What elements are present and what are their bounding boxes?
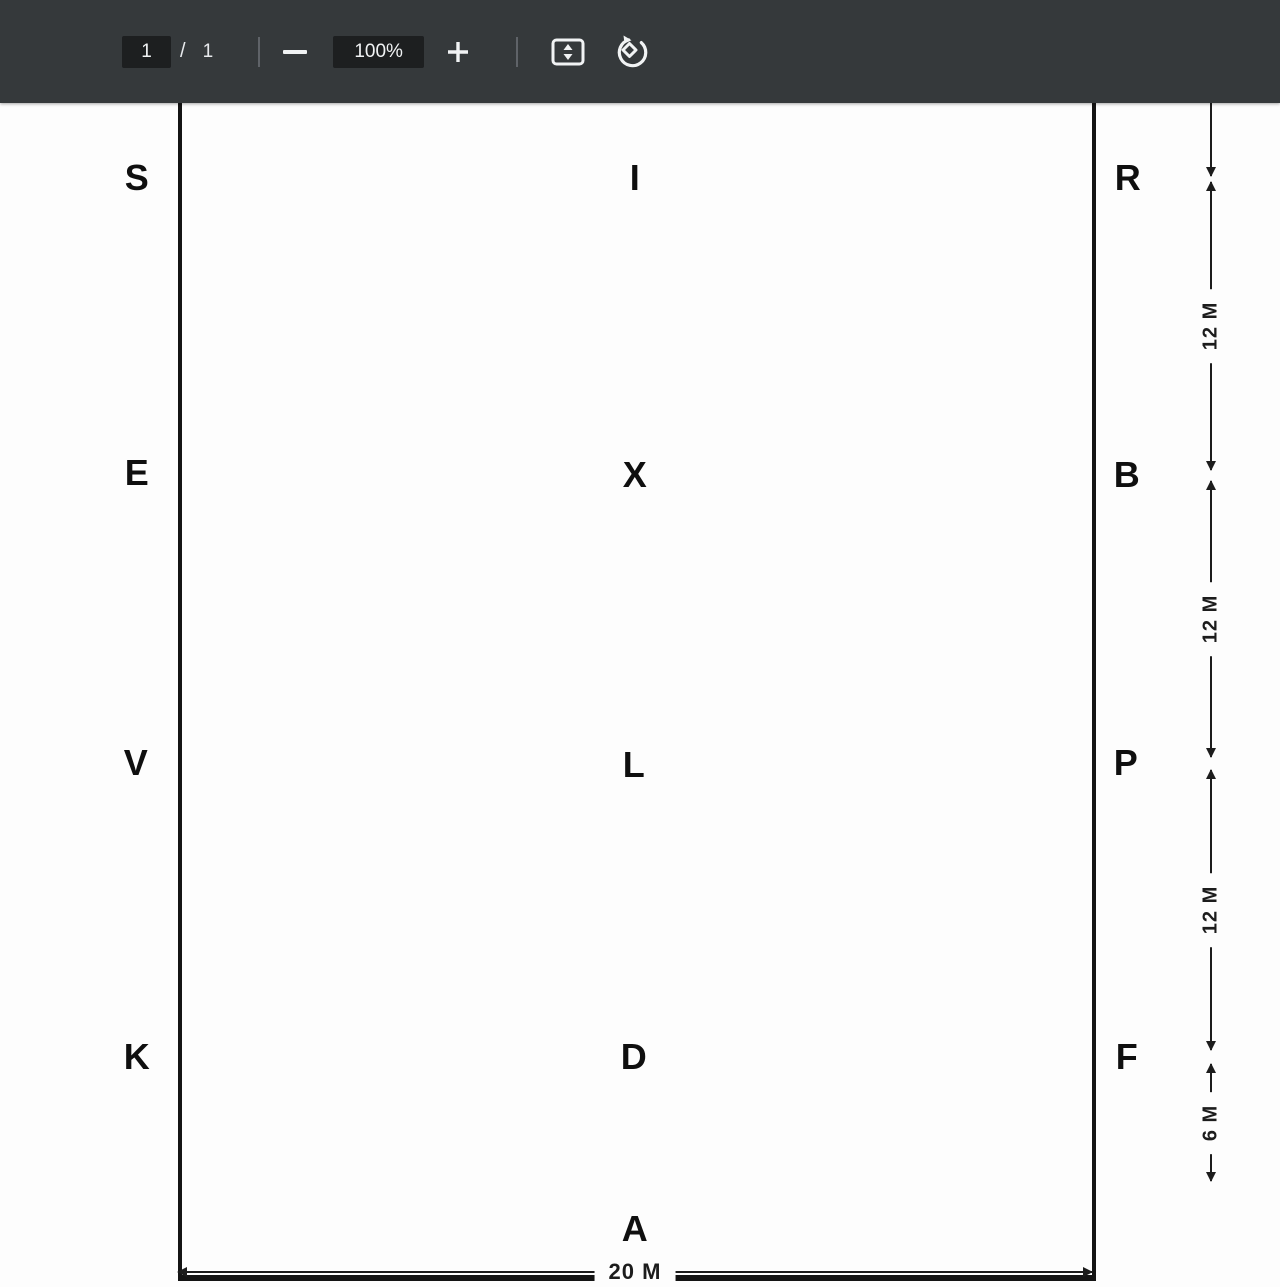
dimension-line [1210,103,1212,176]
dimension-segment-r-b [1199,182,1221,470]
page-divider: / [180,40,186,62]
dressage-arena-outline [178,93,1096,1281]
dimension-segment-partial-top [1204,103,1217,176]
fit-to-page-icon [550,36,586,68]
arena-letter-i: I [629,157,641,198]
dimension-label: 12 M [1197,289,1224,363]
arrow-down-icon [1206,748,1216,758]
pdf-page [0,103,1280,1284]
arena-letter-a: A [621,1208,649,1249]
arena-letter-d: D [620,1036,648,1077]
rotate-counterclockwise-icon [614,34,650,70]
arrow-down-icon [1206,461,1216,471]
rotate-page-button[interactable] [610,34,654,70]
arrow-up-icon [1206,181,1216,191]
dimension-label: 6 M [1197,1091,1224,1153]
pdf-toolbar [0,0,1280,103]
zoom-out-button[interactable] [277,34,313,70]
toolbar-divider [258,37,260,67]
arrow-up-icon [1206,769,1216,779]
toolbar-divider [516,37,518,67]
dimension-segment-p-f [1199,770,1221,1050]
dimension-segment-b-p [1199,481,1221,757]
arena-letter-e: E [124,452,150,493]
arena-letter-r: R [1114,157,1142,198]
page-number-input[interactable] [122,36,171,68]
dimension-label: 20 M [595,1257,676,1287]
arena-letter-x: X [622,454,648,495]
zoom-in-button[interactable] [440,34,476,70]
arrow-left-icon [177,1267,187,1277]
arena-letter-l: L [622,744,646,785]
minus-icon [283,50,307,54]
arrow-up-icon [1206,480,1216,490]
arena-letter-v: V [123,742,149,783]
arrow-up-icon [1206,1063,1216,1073]
page-total-count: 1 [202,40,214,62]
arrow-down-icon [1206,1041,1216,1051]
dimension-label: 12 M [1197,873,1224,947]
fit-to-page-button[interactable] [546,34,590,70]
arena-letter-s: S [124,157,150,198]
arena-letter-p: P [1113,742,1139,783]
arrow-down-icon [1206,167,1216,177]
zoom-level-field[interactable]: 100% [333,36,424,68]
dimension-segment-f-end [1199,1064,1221,1181]
arrow-right-icon [1083,1267,1093,1277]
plus-icon [445,39,471,65]
dimension-label: 12 M [1197,582,1224,656]
arena-letter-k: K [123,1036,151,1077]
dimension-segment-width [178,1258,1092,1284]
arena-letter-b: B [1113,454,1141,495]
arena-letter-f: F [1115,1036,1139,1077]
arrow-down-icon [1206,1172,1216,1182]
